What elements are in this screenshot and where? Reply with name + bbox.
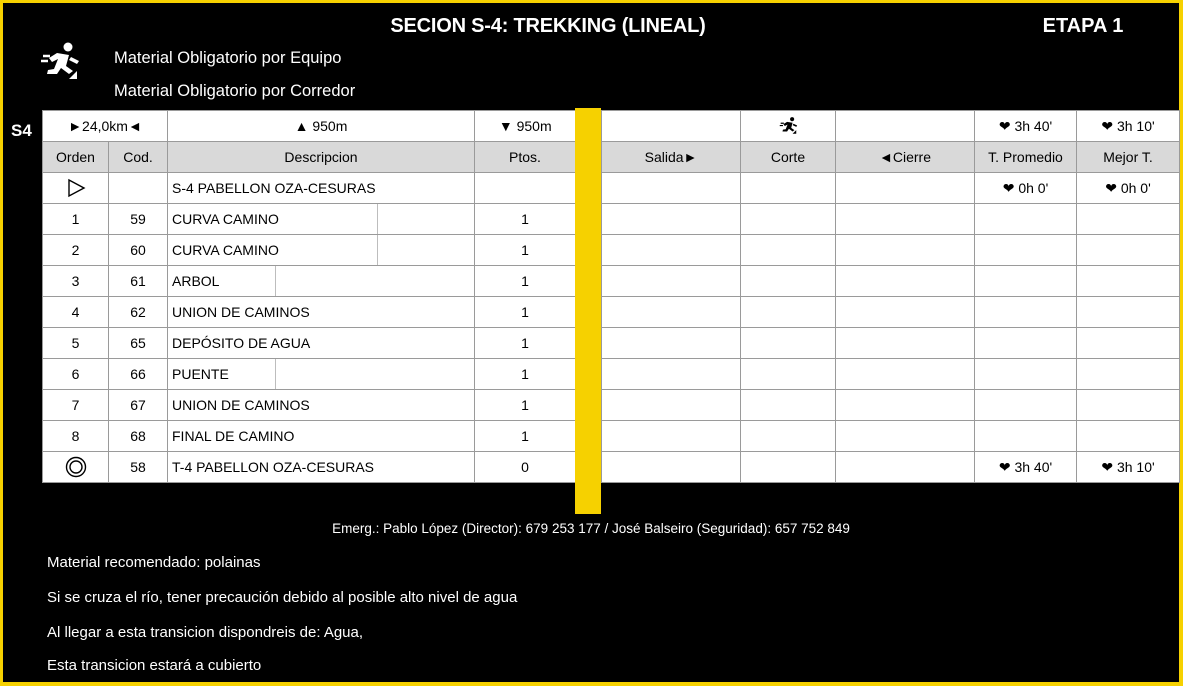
time-value: 3h 10' (1116, 458, 1155, 475)
summary-avg-time (975, 111, 1077, 142)
descripcion-text: ARBOL (172, 273, 220, 289)
t-promedio-cell (975, 297, 1077, 328)
heart-icon: ❤ (998, 458, 1011, 475)
corte-cell (741, 235, 836, 266)
cod-cell: 59 (109, 204, 168, 235)
table-row (43, 173, 576, 204)
t-promedio-cell (975, 452, 1077, 483)
header-row-right (602, 142, 1180, 173)
cierre-cell (836, 452, 975, 483)
note-line: Material recomendado: polainas (47, 554, 261, 571)
orden-cell: 4 (43, 297, 109, 328)
ptos-cell: 1 (475, 204, 576, 235)
descripcion-cell (168, 421, 475, 452)
summary-empty-cell (836, 111, 975, 142)
corte-cell (741, 421, 836, 452)
heart-icon: ❤ (1101, 117, 1114, 134)
table-row-right (602, 266, 1180, 297)
corte-cell (741, 452, 836, 483)
ptos-cell: 0 (475, 452, 576, 483)
table-row-right (602, 452, 1180, 483)
col-header-cierre: ◄Cierre (836, 142, 975, 173)
descripcion-text: CURVA CAMINO (172, 211, 279, 227)
salida-cell (602, 204, 741, 235)
orden-cell: 2 (43, 235, 109, 266)
table-row-right (602, 297, 1180, 328)
ptos-cell (475, 173, 576, 204)
cierre-cell (836, 204, 975, 235)
descent-value: ▼ 950m (475, 111, 576, 142)
descripcion-text: UNION DE CAMINOS (172, 397, 310, 413)
cierre-cell (836, 328, 975, 359)
t-promedio-cell (975, 173, 1077, 204)
summary-best-time (1077, 111, 1180, 142)
running-person-icon (777, 116, 799, 136)
cod-cell: 58 (109, 452, 168, 483)
corte-cell (741, 266, 836, 297)
orden-cell: 1 (43, 204, 109, 235)
orden-cell (43, 173, 109, 204)
descripcion-cell (168, 297, 475, 328)
table-row-right (602, 390, 1180, 421)
table-row-right (602, 204, 1180, 235)
corte-cell (741, 390, 836, 421)
orden-cell: 5 (43, 328, 109, 359)
descripcion-text: DEPÓSITO DE AGUA (172, 335, 311, 351)
mejor-t-cell (1077, 204, 1180, 235)
salida-cell (602, 452, 741, 483)
table-row (43, 297, 576, 328)
ptos-cell: 1 (475, 235, 576, 266)
note-line: Esta transicion estará a cubierto (47, 657, 262, 674)
corte-cell (741, 204, 836, 235)
col-header-cod: Cod. (109, 142, 168, 173)
orden-cell: 6 (43, 359, 109, 390)
mejor-t-cell (1077, 390, 1180, 421)
cod-cell: 60 (109, 235, 168, 266)
t-promedio-cell (975, 328, 1077, 359)
ptos-cell: 1 (475, 266, 576, 297)
salida-cell (602, 390, 741, 421)
cod-cell: 62 (109, 297, 168, 328)
cod-cell: 67 (109, 390, 168, 421)
descripcion-cell (168, 390, 475, 421)
descripcion-cell (168, 173, 475, 204)
time-value: 0h 0' (1120, 179, 1151, 196)
table-divider (575, 108, 601, 514)
t-promedio-cell (975, 390, 1077, 421)
finish-circle-icon (65, 456, 87, 478)
descripcion-cell (168, 359, 475, 390)
material-team-label: Material Obligatorio por Equipo (114, 49, 342, 67)
summary-row-right (602, 111, 1180, 142)
best-time-value: 3h 10' (1116, 117, 1155, 134)
table-row (43, 452, 576, 483)
salida-cell (602, 328, 741, 359)
heart-icon: ❤ (998, 117, 1011, 134)
orden-cell: 7 (43, 390, 109, 421)
col-header-ptos: Ptos. (475, 142, 576, 173)
descripcion-cell (168, 266, 475, 297)
note-line: Si se cruza el río, tener precaución debido al posible alto nivel de agua (47, 589, 518, 606)
checkpoint-table-left (42, 110, 576, 483)
salida-cell (602, 297, 741, 328)
descripcion-cell (168, 204, 475, 235)
cierre-cell (836, 359, 975, 390)
table-row-right (602, 328, 1180, 359)
descripcion-cell (168, 235, 475, 266)
table-row-right (602, 421, 1180, 452)
salida-cell (602, 173, 741, 204)
orden-cell (43, 452, 109, 483)
table-row-right (602, 359, 1180, 390)
descripcion-text: S-4 PABELLON OZA-CESURAS (172, 180, 376, 196)
col-header-descripcion: Descripcion (168, 142, 475, 173)
cod-cell: 66 (109, 359, 168, 390)
ascent-value: ▲ 950m (168, 111, 475, 142)
mejor-t-cell (1077, 297, 1180, 328)
col-header-orden: Orden (43, 142, 109, 173)
mejor-t-cell (1077, 452, 1180, 483)
cierre-cell (836, 390, 975, 421)
cod-cell: 68 (109, 421, 168, 452)
heart-icon: ❤ (1105, 179, 1117, 196)
col-header-t-promedio: T. Promedio (975, 142, 1077, 173)
ptos-cell: 1 (475, 297, 576, 328)
avg-time-value: 3h 40' (1014, 117, 1053, 134)
salida-cell (602, 235, 741, 266)
emergency-contacts: Emerg.: Pablo López (Director): 679 253 177 / José Balseiro (Seguridad): 657 752 849 (332, 521, 850, 536)
table-row (43, 421, 576, 452)
mejor-t-cell (1077, 328, 1180, 359)
material-runner-label: Material Obligatorio por Corredor (114, 82, 356, 100)
col-header-mejor-t: Mejor T. (1077, 142, 1180, 173)
cod-cell: 61 (109, 266, 168, 297)
start-triangle-icon (66, 178, 86, 198)
cierre-cell (836, 421, 975, 452)
summary-row (43, 111, 576, 142)
checkpoint-table-right (601, 110, 1180, 483)
summary-empty-cell (602, 111, 741, 142)
orden-cell: 3 (43, 266, 109, 297)
descripcion-cell (168, 328, 475, 359)
cod-cell (109, 173, 168, 204)
corte-cell (741, 297, 836, 328)
mejor-t-cell (1077, 235, 1180, 266)
running-person-icon (35, 41, 83, 83)
table-row (43, 328, 576, 359)
heart-icon: ❤ (1101, 458, 1114, 475)
corte-cell (741, 173, 836, 204)
cierre-cell (836, 173, 975, 204)
distance-value: ►24,0km◄ (43, 111, 168, 142)
descripcion-cell (168, 452, 475, 483)
orden-cell: 8 (43, 421, 109, 452)
corte-cell (741, 359, 836, 390)
salida-cell (602, 421, 741, 452)
t-promedio-cell (975, 204, 1077, 235)
mejor-t-cell (1077, 359, 1180, 390)
cierre-cell (836, 266, 975, 297)
col-header-corte: Corte (741, 142, 836, 173)
t-promedio-cell (975, 421, 1077, 452)
descripcion-text: FINAL DE CAMINO (172, 428, 295, 444)
table-row-right (602, 173, 1180, 204)
mejor-t-cell (1077, 173, 1180, 204)
mejor-t-cell (1077, 421, 1180, 452)
t-promedio-cell (975, 266, 1077, 297)
salida-cell (602, 359, 741, 390)
cierre-cell (836, 235, 975, 266)
ptos-cell: 1 (475, 328, 576, 359)
col-header-salida: Salida► (602, 142, 741, 173)
section-title: SECION S-4: TREKKING (LINEAL) (390, 15, 706, 37)
time-value: 0h 0' (1018, 179, 1049, 196)
time-value: 3h 40' (1014, 458, 1053, 475)
table-row-right (602, 235, 1180, 266)
heart-icon: ❤ (1002, 179, 1015, 196)
runner-icon-cell (741, 111, 836, 142)
table-row (43, 359, 576, 390)
ptos-cell: 1 (475, 390, 576, 421)
section-code: S4 (11, 121, 32, 140)
header-row (43, 142, 576, 173)
note-line: Al llegar a esta transicion dispondreis de: Agua, (47, 624, 364, 641)
table-row (43, 266, 576, 297)
t-promedio-cell (975, 235, 1077, 266)
descripcion-text: UNION DE CAMINOS (172, 304, 310, 320)
table-row (43, 235, 576, 266)
corte-cell (741, 328, 836, 359)
t-promedio-cell (975, 359, 1077, 390)
descripcion-text: CURVA CAMINO (172, 242, 279, 258)
table-row (43, 204, 576, 235)
cod-cell: 65 (109, 328, 168, 359)
cierre-cell (836, 297, 975, 328)
ptos-cell: 1 (475, 359, 576, 390)
descripcion-text: T-4 PABELLON OZA-CESURAS (172, 459, 375, 475)
mejor-t-cell (1077, 266, 1180, 297)
roadbook-sheet (3, 3, 1179, 682)
ptos-cell: 1 (475, 421, 576, 452)
descripcion-text: PUENTE (172, 366, 229, 382)
stage-label: ETAPA 1 (1042, 15, 1124, 37)
table-row (43, 390, 576, 421)
salida-cell (602, 266, 741, 297)
